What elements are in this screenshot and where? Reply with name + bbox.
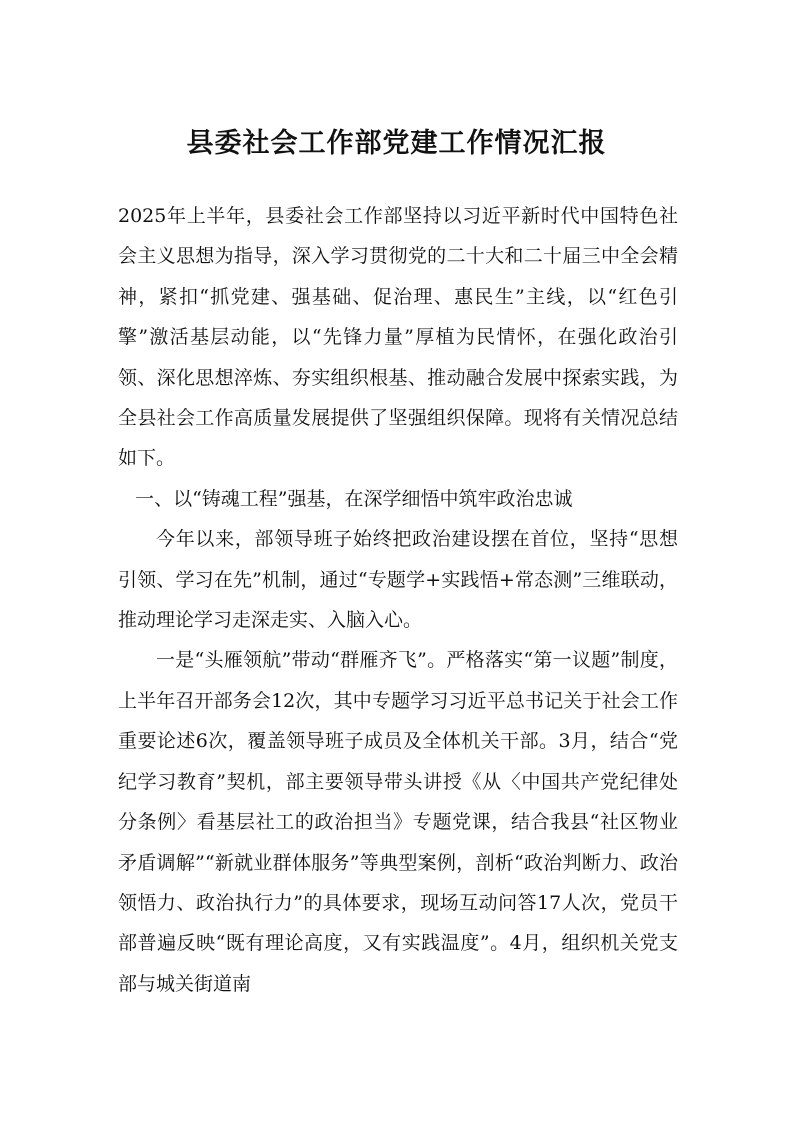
subsection-paragraph-1: 一是“头雁领航”带动“群雁齐飞”。严格落实“第一议题”制度，上半年召开部务会12次，其中专题学习习近平总书记关于社会工作重要论述6次，覆盖领导班子成员及全体机关干部。3月，结合“党纪学习教育”契机，部主要领导带头讲授《从〈中国共产党纪律处分条例〉看基层社工的政治担当》专题党课，结合我县“社区物业矛盾调解”“新就业群体服务”等典型案例，剖析“政治判断力、政治领悟力、政治执行力”的具体要求，现场互动问答17人次，党员干部普遍反映“既有理论高度，又有实践温度”。4月，组织机关党支部与城关街道南	[118, 649, 678, 995]
section-intro-paragraph: 今年以来，部领导班子始终把政治建设摆在首位，坚持“思想引领、学习在先”机制，通过“专题学+实践悟+常态测”三维联动，推动理论学习走深走实、入脑入心。	[118, 528, 678, 632]
document-title: 县委社会工作部党建工作情况汇报	[186, 128, 607, 159]
document-body	[118, 196, 678, 1004]
section-heading-1: 一、以“铸魂工程”强基，在深学细悟中筑牢政治忠诚	[135, 487, 573, 510]
intro-paragraph: 2025年上半年，县委社会工作部坚持以习近平新时代中国特色社会主义思想为指导，深入学习贯彻党的二十大和二十届三中全会精神，紧扣“抓党建、强基础、促治理、惠民生”主线，以“红色引擎”激活基层动能，以“先锋力量”厚植为民情怀，在强化政治引领、深化思想淬炼、夯实组织根基、推动融合发展中探索实践，为全县社会工作高质量发展提供了坚强组织保障。现将有关情况总结如下。	[118, 205, 678, 470]
